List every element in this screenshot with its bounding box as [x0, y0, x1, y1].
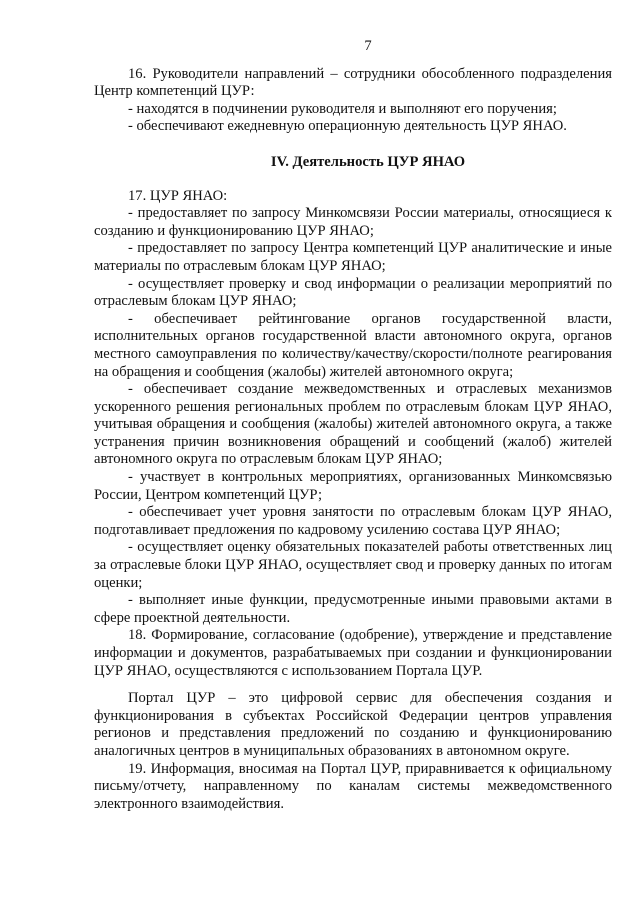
- section-19-text: 19. Информация, вносимая на Портал ЦУР, приравнивается к официальному письму/отчету, направленному по каналам системы межведомственного электронного взаимодействия.: [94, 760, 612, 812]
- section-16-item: - находятся в подчинении руководителя и выполняют его поручения;: [128, 100, 557, 117]
- section-17-item: - осуществляет проверку и свод информации о реализации мероприятий по отраслевым блокам ЦУР ЯНАО;: [94, 275, 612, 310]
- section-16-intro: 16. Руководители направлений – сотрудники обособленного подразделения Центр компетенций ЦУР:: [94, 65, 612, 100]
- section-17-item: - выполняет иные функции, предусмотренные иными правовыми актами в сфере проектной деятельности.: [94, 592, 612, 626]
- section-17-item: - предоставляет по запросу Центра компетенций ЦУР аналитические и иные материалы по отраслевым блокам ЦУР ЯНАО;: [94, 240, 612, 274]
- section-17-item: - обеспечивает учет уровня занятости по отраслевым блокам ЦУР ЯНАО, подготавливает предложения по кадровому усилению состава ЦУР ЯНАО;: [94, 504, 612, 538]
- section-17-item: - осуществляет оценку обязательных показателей работы ответственных лиц за отраслевые блоки ЦУР ЯНАО, осуществляет свод и проверку данных по итогам оценки;: [94, 539, 612, 591]
- section-17-item: - обеспечивает рейтингование органов государственной власти, исполнительных органов государственной власти автономного округа, органов местного самоуправления по количеству/качеству/скорости/полноте реагирования на обращения и сообщения (жалобы) жителей автономного округа;: [94, 310, 612, 380]
- section-18-text: 18. Формирование, согласование (одобрение), утверждение и представление информации и документов, разрабатываемых при создании и функционировании ЦУР ЯНАО, осуществляются с использованием Портала ЦУР.: [94, 627, 612, 679]
- section-17-item: - предоставляет по запросу Минкомсвязи России материалы, относящиеся к созданию и функционированию ЦУР ЯНАО;: [94, 205, 612, 239]
- section-17-item: - обеспечивает создание межведомственных и отраслевых механизмов ускоренного решения региональных проблем по отраслевым блокам ЦУР ЯНАО, учитывая обращения и сообщения (жалобы) жителей автономного округа, а также устранения причин возникновения обращений и сообщений (жалоб) жителей автономного округа по отраслевым блокам ЦУР ЯНАО;: [94, 381, 612, 468]
- section-16-item: - обеспечивают ежедневную операционную деятельность ЦУР ЯНАО.: [128, 118, 567, 135]
- section-heading: IV. Деятельность ЦУР ЯНАО: [270, 153, 466, 170]
- section-17-intro: 17. ЦУР ЯНАО:: [128, 187, 228, 204]
- section-18-portal: Портал ЦУР – это цифровой сервис для обеспечения создания и функционирования в субъектах Российской Федерации центров управления регионов и представления предложений по созданию и функционированию аналогичных центров в муниципальных образованиях в автономном округе.: [94, 690, 612, 759]
- section-17-item: - участвует в контрольных мероприятиях, организованных Минкомсвязью России, Центром компетенций ЦУР;: [94, 469, 612, 503]
- page-number: 7: [364, 38, 372, 54]
